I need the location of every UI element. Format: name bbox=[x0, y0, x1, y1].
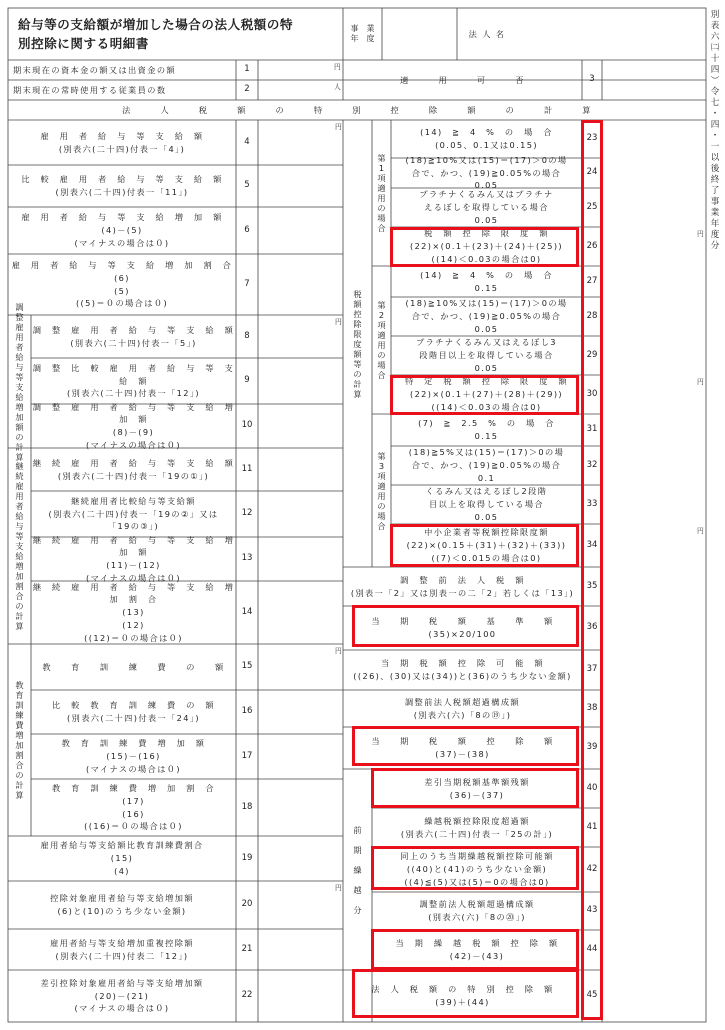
amount-field-43[interactable] bbox=[602, 892, 706, 930]
amount-field-18[interactable] bbox=[258, 779, 343, 836]
yen-unit: 円 bbox=[335, 647, 342, 655]
label-r34: 中小企業者等税額控除限度額 (22)×(0.15＋(31)＋(32)＋(33)) ((7)＜0.015の場合は0) bbox=[406, 527, 567, 563]
amount-field-26[interactable] bbox=[602, 227, 706, 266]
amount-field-15[interactable] bbox=[258, 644, 343, 690]
group-training-label: 教 育 訓 練 費 増 加 割 合 の 計 算 bbox=[15, 680, 24, 800]
label-r43: 調整前法人税額超過構成額 (別表六(六)「8の⑳」) bbox=[419, 899, 535, 922]
amount-field-31[interactable] bbox=[602, 414, 706, 446]
row-number: 33 bbox=[586, 498, 598, 509]
yen-unit: 円 bbox=[697, 230, 704, 238]
amount-field-10[interactable] bbox=[258, 404, 343, 448]
label-r11: 継 続 雇 用 者 給 与 等 支 給 額 (別表六(二十四)付表一「19の①」) bbox=[32, 457, 235, 481]
year-label: 事 業 年 度 bbox=[350, 24, 375, 43]
label-r21: 雇用者給与等支給増加重複控除額 (別表六(二十四)付表二「12」) bbox=[50, 937, 194, 961]
label-r15: 教 育 訓 練 費 の 額 bbox=[42, 661, 225, 672]
row-number: 10 bbox=[241, 420, 253, 431]
row-number: 45 bbox=[586, 990, 598, 1001]
amount-field-29[interactable] bbox=[602, 336, 706, 375]
row-number: 37 bbox=[586, 664, 598, 675]
amount-field-23[interactable] bbox=[602, 120, 706, 158]
label-r28: (18)≧10%又は(15)＝(17)＞0の場 合で、かつ、(19)≧0.05%の場合 0.05 bbox=[405, 298, 568, 334]
amount-field-4[interactable] bbox=[258, 120, 343, 165]
amount-field-17[interactable] bbox=[258, 734, 343, 779]
yen-unit: 円 bbox=[335, 884, 342, 892]
label-r23: (14) ≧ 4 % の 場 合 (0.05、0.1又は0.15) bbox=[420, 127, 553, 150]
label-r6: 雇 用 者 給 与 等 支 給 増 加 額 (4)－(5) (マイナスの場合は０) bbox=[21, 212, 223, 248]
label-r25: プラチナくるみん又はプラチナ えるぼしを取得している場合 0.05 bbox=[419, 189, 554, 225]
amount-field-5[interactable] bbox=[258, 165, 343, 207]
amount-field-14[interactable] bbox=[258, 581, 343, 644]
year-value[interactable] bbox=[382, 8, 457, 60]
amount-field-21[interactable] bbox=[258, 929, 343, 970]
label-r30: 特 定 税 額 控 除 限 度 額 (22)×(0.1＋(27)＋(28)＋(29)) ((14)＜0.03の場合は0) bbox=[405, 376, 568, 412]
amount-field-22[interactable] bbox=[258, 970, 343, 1022]
yen-unit: 円 bbox=[697, 378, 704, 386]
amount-field-24[interactable] bbox=[602, 158, 706, 188]
capital-value[interactable] bbox=[258, 60, 343, 80]
row-number: 19 bbox=[241, 852, 253, 863]
row-number: 34 bbox=[586, 539, 598, 550]
yen-unit: 円 bbox=[334, 63, 341, 71]
row-number: 1 bbox=[244, 64, 250, 75]
label-r16: 比 較 教 育 訓 練 費 の 額 (別表六(二十四)付表一「24」) bbox=[52, 700, 215, 723]
amount-field-7[interactable] bbox=[258, 254, 343, 315]
label-r14: 継 続 雇 用 者 給 与 等 支 給 増 加 割 合 (13) (12) ((12)＝０の場合は０) bbox=[32, 581, 235, 643]
corp-name-value[interactable] bbox=[517, 8, 706, 60]
amount-field-38[interactable] bbox=[602, 690, 706, 727]
row-number: 22 bbox=[241, 990, 253, 1001]
yen-unit: 円 bbox=[335, 318, 342, 326]
amount-field-40[interactable] bbox=[602, 769, 706, 808]
label-r27: (14) ≧ 4 % の 場 合 0.15 bbox=[420, 269, 553, 293]
row-number: 40 bbox=[586, 782, 598, 793]
group-para2-label: 第 2 項 適 用 の 場 合 bbox=[377, 300, 386, 380]
label-r12: 継続雇用者比較給与等支給額 (別表六(二十四)付表一「19の②」又は 「19の③」) bbox=[48, 495, 219, 532]
label-r8: 調 整 雇 用 者 給 与 等 支 給 額 (別表六(二十四)付表一「5」) bbox=[32, 324, 235, 348]
row-number: 29 bbox=[586, 349, 598, 360]
row-number: 8 bbox=[244, 330, 250, 341]
label-r18: 教 育 訓 練 費 増 加 割 合 (17) (16) ((16)＝０の場合は０) bbox=[52, 783, 215, 832]
employees-label: 期末現在の常時使用する従業員の数 bbox=[13, 84, 167, 95]
row-number: 43 bbox=[586, 905, 598, 916]
group-adjusted-label: 調 整 雇 用 者 給 与 等 支 給 増 加 額 の 計 算 bbox=[15, 301, 24, 462]
label-r35: 調 整 前 法 人 税 額 (別表一「2」又は別表一の二「2」若しくは「13」) bbox=[350, 574, 575, 598]
label-r37: 当 期 税 額 控 除 可 能 額 ((26)、(30)又は(34))と(36)のうち少ない金額) bbox=[353, 658, 572, 681]
row-number: 32 bbox=[586, 459, 598, 470]
amount-field-9[interactable] bbox=[258, 358, 343, 404]
label-r19: 雇用者給与等支給額比教育訓練費割合 (15) (4) bbox=[40, 840, 204, 876]
row-number: 23 bbox=[586, 133, 598, 144]
amount-field-42[interactable] bbox=[602, 847, 706, 892]
label-r17: 教 育 訓 練 費 増 加 額 (15)－(16) (マイナスの場合は０) bbox=[61, 738, 206, 774]
label-r42: 同上のうち当期繰越税額控除可能額 ((40)と(41)のうち少ない金額) ((4)≦(5)又は(5)＝0の場合は0) bbox=[400, 851, 554, 887]
row-number: 26 bbox=[586, 240, 598, 251]
amount-field-30[interactable] bbox=[602, 375, 706, 414]
employees-value[interactable] bbox=[258, 80, 343, 100]
amount-field-13[interactable] bbox=[258, 537, 343, 581]
label-r26: 税 額 控 除 限 度 額 (22)×(0.1＋(23)＋(24)＋(25)) ((14)＜0.03の場合は0) bbox=[409, 228, 564, 264]
row-number: 12 bbox=[241, 508, 253, 519]
amount-field-33[interactable] bbox=[602, 485, 706, 524]
row-number: 36 bbox=[586, 622, 598, 633]
label-r32: (18)≧5%又は(15)＝(17)＞0の場 合で、かつ、(19)≧0.05%の場合 0.1 bbox=[408, 447, 565, 483]
row-number: 4 bbox=[244, 136, 250, 147]
amount-field-34[interactable] bbox=[602, 524, 706, 567]
corp-label: 法 人 名 bbox=[468, 28, 506, 39]
applicable-label: 適 用 可 否 bbox=[400, 74, 525, 85]
row-number: 11 bbox=[241, 463, 253, 474]
row-number: 14 bbox=[241, 606, 253, 617]
row-number: 15 bbox=[241, 661, 253, 672]
label-r41: 繰越税額控除限度超過額 (別表六(二十四)付表一「25の計」) bbox=[400, 815, 554, 839]
amount-field-28[interactable] bbox=[602, 297, 706, 336]
amount-field-25[interactable] bbox=[602, 188, 706, 227]
row-number: 18 bbox=[241, 801, 253, 812]
label-r31: (7) ≧ 2.5 % の 場 合 0.15 bbox=[418, 418, 555, 441]
row-number: 27 bbox=[586, 275, 598, 286]
amount-field-36[interactable] bbox=[602, 606, 706, 650]
row-number: 20 bbox=[241, 899, 253, 910]
label-r38: 調整前法人税額超過構成額 (別表六(六)「8の⑲」) bbox=[404, 696, 521, 720]
row-number: 25 bbox=[586, 201, 598, 212]
yen-unit: 円 bbox=[697, 527, 704, 535]
row-number: 39 bbox=[586, 742, 598, 753]
amount-field-8[interactable] bbox=[258, 315, 343, 358]
amount-field-32[interactable] bbox=[602, 446, 706, 485]
row-number: 9 bbox=[244, 375, 250, 386]
label-r22: 差引控除対象雇用者給与等支給増加額 (20)－(21) (マイナスの場合は０) bbox=[40, 977, 204, 1014]
yen-unit: 円 bbox=[335, 123, 342, 131]
label-r33: くるみん又はえるぼし2段階 目以上を取得している場合 0.05 bbox=[425, 486, 548, 522]
row-number: 35 bbox=[586, 580, 598, 591]
group-continuing-label: 継 続 雇 用 者 給 与 等 支 給 増 加 割 合 の 計 算 bbox=[15, 461, 24, 631]
label-r13: 継 続 雇 用 者 給 与 等 支 給 増 加 額 (11)－(12) (マイナスの場合は０) bbox=[32, 534, 235, 583]
amount-field-37[interactable] bbox=[602, 650, 706, 690]
row-number: 13 bbox=[241, 553, 253, 564]
amount-field-41[interactable] bbox=[602, 808, 706, 847]
group-para1-label: 第 1 項 適 用 の 場 合 bbox=[377, 153, 386, 233]
row-number: 28 bbox=[586, 310, 598, 321]
form-title: 給与等の支給額が増加した場合の法人税額の特 別控除に関する明細書 bbox=[18, 16, 294, 51]
row-number: 21 bbox=[241, 943, 253, 954]
row-number: 2 bbox=[244, 84, 250, 95]
row-number: 41 bbox=[586, 821, 598, 832]
amount-field-6[interactable] bbox=[258, 207, 343, 254]
row-number: 5 bbox=[244, 180, 250, 191]
amount-field-19[interactable] bbox=[258, 836, 343, 881]
label-r10: 調 整 雇 用 者 給 与 等 支 給 増 加 額 (8)－(9) (マイナスの場合は０) bbox=[32, 401, 235, 450]
amount-field-35[interactable] bbox=[602, 567, 706, 606]
group-carryforward-label: 前 期 繰 越 分 bbox=[353, 824, 362, 915]
row-number: 16 bbox=[241, 706, 253, 717]
label-r24: (18)≧10%又は(15)＝(17)＞0の場 合で、かつ、(19)≧0.05%の場合 0.05 bbox=[405, 154, 568, 191]
row-number: 38 bbox=[586, 702, 598, 713]
label-r36: 当 期 税 額 基 準 額 (35)×20/100 bbox=[371, 616, 554, 639]
label-r44: 当 期 繰 越 税 額 控 除 額 (42)－(43) bbox=[395, 938, 559, 961]
label-r9: 調 整 比 較 雇 用 者 給 与 等 支 給 額 (別表六(二十四)付表一「12」) bbox=[32, 362, 235, 399]
label-r20: 控除対象雇用者給与等支給増加額 (6)と(10)のうち少ない金額) bbox=[50, 893, 194, 916]
person-unit: 人 bbox=[334, 83, 341, 91]
row-number: 24 bbox=[586, 167, 598, 178]
label-r45: 法 人 税 額 の 特 別 控 除 額 (39)＋(44) bbox=[371, 984, 554, 1007]
amount-field-11[interactable] bbox=[258, 448, 343, 491]
label-r39: 当 期 税 額 控 除 額 (37)－(38) bbox=[371, 736, 554, 759]
label-r4: 雇 用 者 給 与 等 支 給 額 (別表六(二十四)付表一「4」) bbox=[40, 130, 204, 154]
row-number: 6 bbox=[244, 224, 250, 235]
amount-field-45[interactable] bbox=[602, 970, 706, 1022]
group-para3-label: 第 3 項 適 用 の 場 合 bbox=[377, 450, 386, 531]
label-r7: 雇 用 者 給 与 等 支 給 増 加 割 合 (6) (5) ((5)＝０の場合は０) bbox=[11, 260, 233, 309]
group-tax-limit-label: 税 額 控 除 限 度 額 等 の 計 算 bbox=[353, 288, 362, 399]
amount-field-20[interactable] bbox=[258, 881, 343, 929]
amount-field-44[interactable] bbox=[602, 930, 706, 970]
applicable-value[interactable] bbox=[602, 60, 706, 100]
row-number: 42 bbox=[586, 863, 598, 874]
row-number: 44 bbox=[586, 944, 598, 955]
amount-field-12[interactable] bbox=[258, 491, 343, 537]
row-number: 30 bbox=[586, 388, 598, 399]
row-number: 31 bbox=[586, 424, 598, 435]
label-r40: 差引当期税額基準額残額 (36)－(37) bbox=[424, 776, 530, 800]
row-number: 7 bbox=[244, 278, 250, 289]
label-r5: 比 較 雇 用 者 給 与 等 支 給 額 (別表六(二十四)付表一「11」) bbox=[21, 174, 223, 197]
capital-label: 期末現在の資本金の額又は出資金の額 bbox=[13, 64, 176, 75]
amount-field-16[interactable] bbox=[258, 690, 343, 734]
amount-field-27[interactable] bbox=[602, 266, 706, 297]
side-label: 別 表 六 ㈡ 十 四 ︶ 令 七 ・ 四 ・ 一 以 後 終 了 事 業 年 度 分 bbox=[710, 10, 720, 251]
row-number: 3 bbox=[589, 74, 595, 85]
amount-field-39[interactable] bbox=[602, 727, 706, 769]
calc-header: 法 人 税 額 の 特 別 控 除 額 の 計 算 bbox=[122, 104, 592, 115]
row-number: 17 bbox=[241, 750, 253, 761]
label-r29: プラチナくるみん又はえるぼし3 段階目以上を取得している場合 0.05 bbox=[416, 337, 557, 373]
